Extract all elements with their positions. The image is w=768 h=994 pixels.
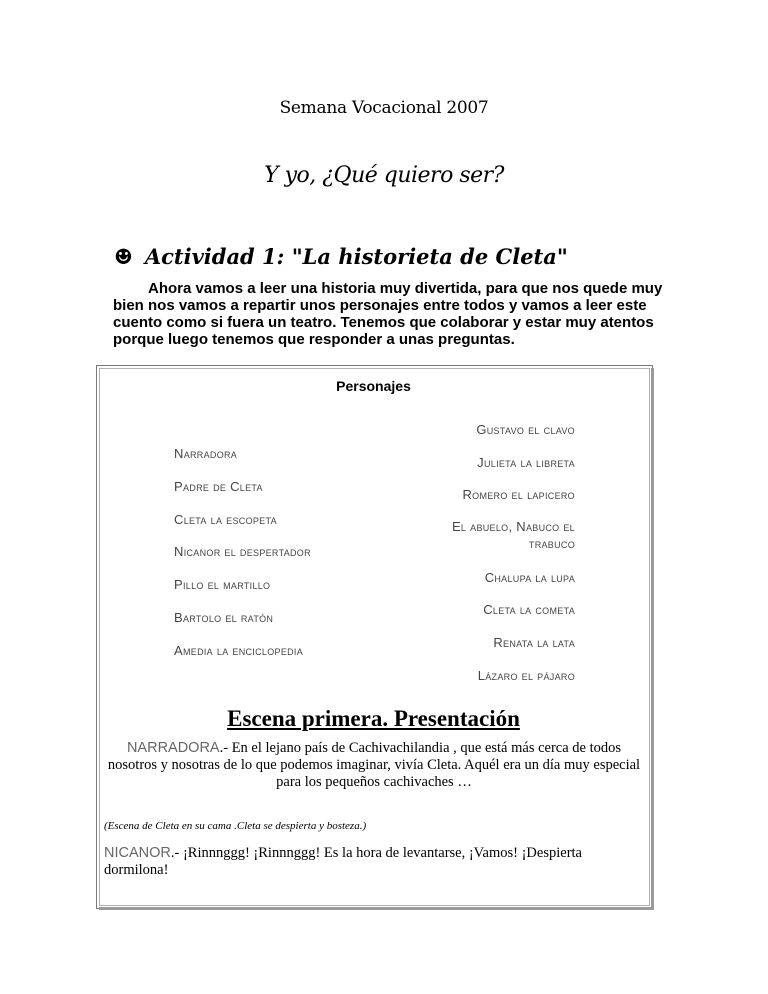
character-item: Narradora: [174, 446, 238, 461]
character-item: Bartolo el ratón: [174, 610, 274, 625]
scene-title: Escena primera. Presentación: [227, 706, 520, 731]
character-item: Renata la lata: [493, 635, 575, 650]
page-subtitle: Y yo, ¿Qué quiero ser?: [264, 163, 504, 188]
speaker-name: NARRADORA: [126, 740, 220, 756]
character-item: Gustavo el clavo: [476, 422, 575, 437]
box-shadow: [651, 368, 654, 910]
activity-heading: [114, 244, 568, 269]
dialogue-text: .- ¡Rinnnggg! ¡Rinnnggg! Es la hora de levantarse, ¡Vamos! ¡Despierta dormilona!: [104, 845, 582, 878]
character-item: Julieta la libreta: [477, 455, 575, 470]
character-item: Amedia la enciclopedia: [174, 643, 304, 658]
character-item: Cleta la escopeta: [174, 512, 277, 527]
dialogue-paragraph: [104, 845, 644, 879]
dialogue-text: .- En el lejano país de Cachivachilandia , que está más cerca de todos nosotros y nosotras de lo que podemos imaginar, vivía Cleta. Aquél era un día muy especial para los pequeños cachivaches …: [107, 740, 641, 790]
character-item: Padre de Cleta: [174, 479, 263, 494]
character-item: Chalupa la lupa: [484, 570, 575, 585]
characters-title: Personajes: [336, 378, 411, 394]
character-item: Nicanor el despertador: [174, 544, 311, 559]
character-item: Pillo el martillo: [174, 577, 271, 592]
page-header: Semana Vocacional 2007: [279, 98, 489, 118]
intro-paragraph: Ahora vamos a leer una historia muy divertida, para que nos quede muy bien nos vamos a repartir unos personajes entre todos y vamos a leer este cuento como si fuera un teatro. Tenemos que colaborar y estar muy atentos porque luego tenemos que responder a unas preguntas.: [113, 280, 663, 348]
smiley-icon: ☻: [114, 244, 133, 269]
stage-direction: (Escena de Cleta en su cama .Cleta se despierta y bosteza.): [104, 820, 367, 832]
character-item: El abuelo, Nabuco el: [451, 519, 575, 534]
box-shadow: [99, 907, 654, 910]
dialogue-paragraph: [104, 740, 644, 791]
character-item: trabuco: [528, 536, 575, 551]
character-item: Romero el lapicero: [462, 487, 575, 502]
activity-title: Actividad 1: "La historieta de Cleta": [144, 244, 568, 269]
character-item: Cleta la cometa: [483, 602, 575, 617]
character-item: Lázaro el pájaro: [477, 668, 575, 683]
speaker-name: NICANOR: [104, 845, 171, 861]
